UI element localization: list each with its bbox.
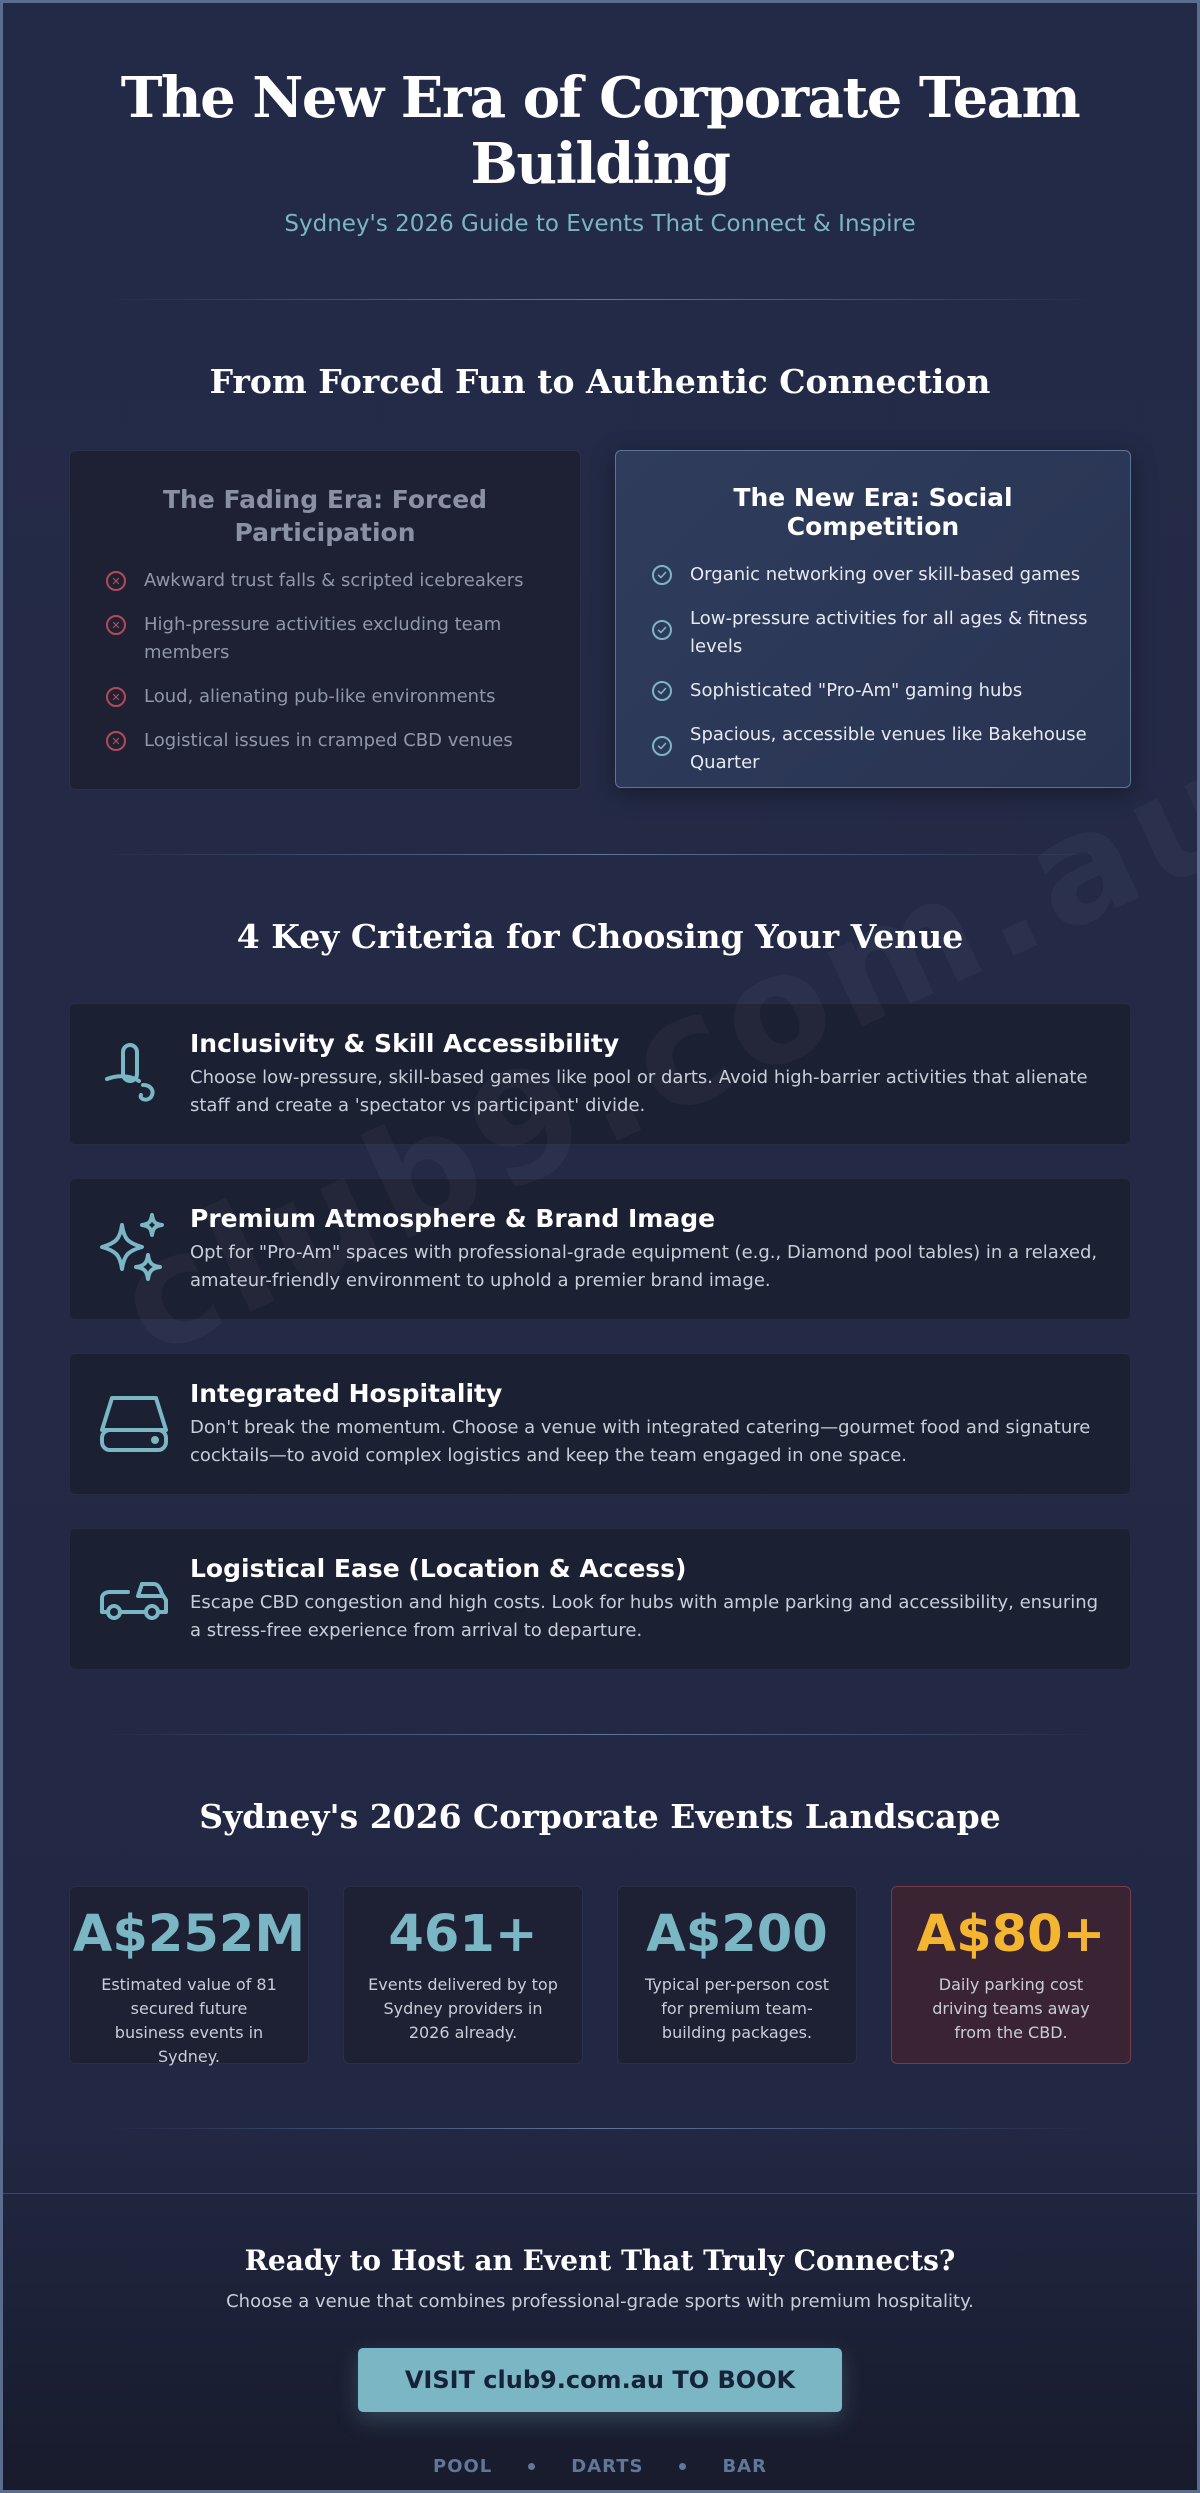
landscape-title: Sydney's 2026 Corporate Events Landscape: [199, 1797, 1001, 1836]
criteria-description: Opt for "Pro-Am" spaces with professional-grade equipment (e.g., Diamond pool tables) in a relaxed, amateur-friendly environment to uphold a premier brand image.: [190, 1241, 1098, 1291]
criteria-section: [3, 917, 1197, 1670]
old-era-title: The Fading Era: Forced Participation: [162, 485, 488, 547]
divider: [100, 854, 1100, 855]
cta-title: Ready to Host an Event That Truly Connects?: [244, 2244, 956, 2277]
check-icon: [652, 565, 672, 585]
tag-pool: POOL: [433, 2456, 493, 2477]
stat-value: A$252M: [72, 1905, 306, 1964]
list-item: Low-pressure activities for all ages & fitness levels: [652, 605, 1094, 661]
divider: [100, 299, 1100, 300]
criteria-title: 4 Key Criteria for Choosing Your Venue: [236, 917, 964, 956]
stat-card: [343, 1886, 583, 2064]
stat-value: A$200: [646, 1905, 828, 1964]
list-item: Organic networking over skill-based games: [652, 561, 1094, 589]
stat-card-highlight: [891, 1886, 1131, 2064]
cta-subtitle: Choose a venue that combines professional-grade sports with premium hospitality.: [226, 2291, 974, 2312]
criteria-title: Inclusivity & Skill Accessibility: [190, 1028, 620, 1058]
landscape-section: [3, 1797, 1197, 2064]
old-era-card: [69, 450, 581, 790]
stat-card: [617, 1886, 857, 2064]
pool-cue-icon: [96, 1036, 172, 1112]
comparison-section: [3, 362, 1197, 790]
book-button[interactable]: VISIT club9.com.au TO BOOK: [358, 2348, 842, 2412]
criteria-title: Integrated Hospitality: [190, 1378, 503, 1408]
cross-icon: ✕: [106, 731, 126, 751]
criteria-card: [69, 1528, 1131, 1670]
list-item: ✕ Loud, alienating pub-like environments: [106, 683, 544, 711]
list-item: Sophisticated "Pro-Am" gaming hubs: [652, 677, 1094, 705]
criteria-description: Escape CBD congestion and high costs. Look for hubs with ample parking and accessibility, ensuring a stress-free experience from arrival to departure.: [190, 1591, 1099, 1641]
list-item: Spacious, accessible venues like Bakehouse Quarter: [652, 721, 1094, 777]
list-item: ✕ High-pressure activities excluding team members: [106, 611, 544, 667]
divider: [100, 2128, 1100, 2129]
divider: [100, 1734, 1100, 1735]
car-icon: [96, 1561, 172, 1637]
criteria-card: [69, 1178, 1131, 1320]
page-subtitle: Sydney's 2026 Guide to Events That Connect & Inspire: [284, 211, 916, 237]
criteria-card: [69, 1003, 1131, 1145]
category-tags: [3, 2456, 1197, 2477]
cross-icon: ✕: [106, 687, 126, 707]
check-icon: [652, 681, 672, 701]
list-item: ✕ Logistical issues in cramped CBD venues: [106, 727, 544, 755]
separator-dot: [528, 2463, 535, 2470]
criteria-description: Choose low-pressure, skill-based games like pool or darts. Avoid high-barrier activities that alienate staff and create a 'spectator vs participant' divide.: [190, 1066, 1088, 1116]
list-item: ✕ Awkward trust falls & scripted icebreakers: [106, 567, 544, 595]
cross-icon: ✕: [106, 615, 126, 635]
stat-description: Events delivered by top Sydney providers in 2026 already.: [368, 1975, 558, 2042]
tag-bar: BAR: [722, 2456, 767, 2477]
page-title: The New Era of Corporate Team Building: [120, 65, 1080, 197]
catering-tray-icon: [96, 1386, 172, 1462]
criteria-card: [69, 1353, 1131, 1495]
new-era-card: [615, 450, 1131, 788]
cross-icon: ✕: [106, 571, 126, 591]
criteria-title: Logistical Ease (Location & Access): [190, 1553, 687, 1583]
stat-card: [69, 1886, 309, 2064]
tag-darts: DARTS: [571, 2456, 644, 2477]
stat-description: Typical per-person cost for premium team-building packages.: [645, 1975, 829, 2042]
comparison-title: From Forced Fun to Authentic Connection: [209, 362, 991, 401]
criteria-description: Don't break the momentum. Choose a venue with integrated catering—gourmet food and signature cocktails—to avoid complex logistics and keep the team engaged in one space.: [190, 1416, 1091, 1466]
stat-value: 461+: [388, 1905, 538, 1964]
check-icon: [652, 736, 672, 756]
separator-dot: [679, 2463, 686, 2470]
criteria-title: Premium Atmosphere & Brand Image: [190, 1203, 716, 1233]
stat-description: Estimated value of 81 secured future business events in Sydney.: [101, 1975, 277, 2066]
check-icon: [652, 620, 672, 640]
old-era-list: [106, 567, 544, 755]
sparkles-icon: [96, 1211, 172, 1287]
new-era-title: The New Era: Social Competition: [733, 483, 1013, 541]
stat-value: A$80+: [916, 1905, 1106, 1964]
stat-description: Daily parking cost driving teams away from the CBD.: [932, 1975, 1090, 2042]
new-era-list: [652, 561, 1094, 777]
cta-section: [3, 2193, 1197, 2477]
header: [3, 3, 1197, 237]
